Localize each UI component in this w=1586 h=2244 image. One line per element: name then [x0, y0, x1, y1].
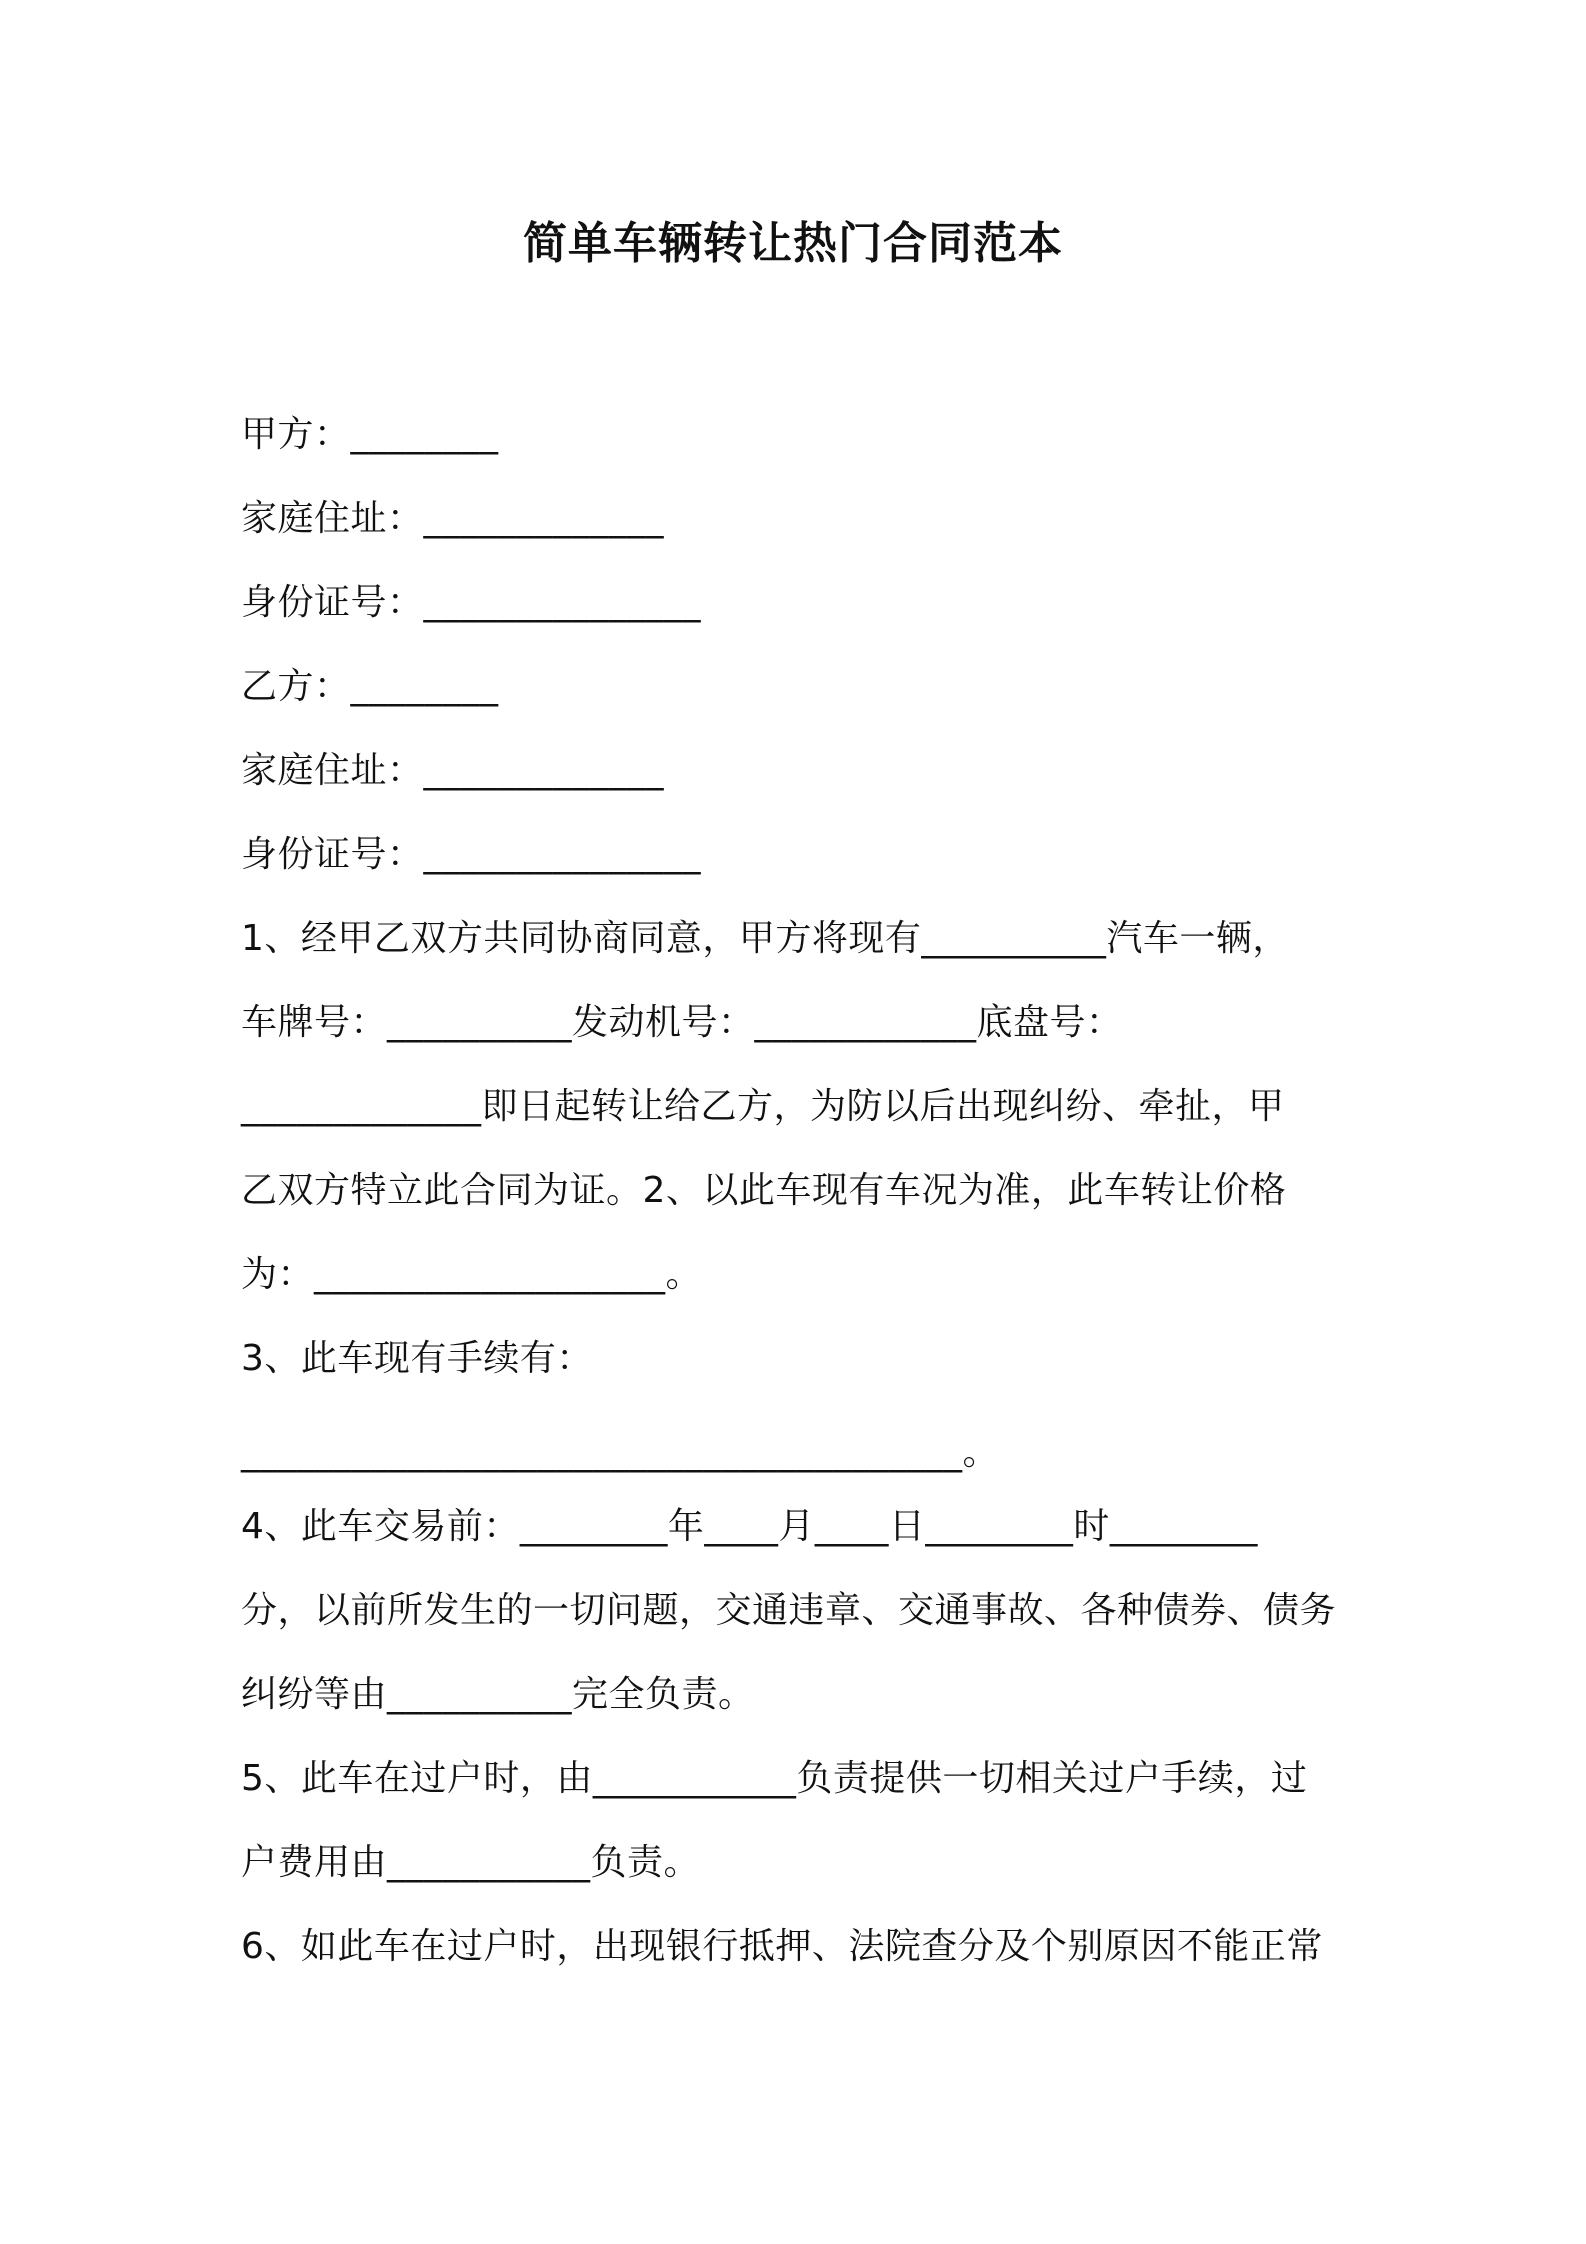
clause-3-line-2: _______________________________________。 [241, 1432, 999, 1473]
party-b-address: 家庭住址：_____________ [241, 750, 665, 791]
clause-4-line-3: 纠纷等由__________完全负责。 [241, 1674, 755, 1715]
clause-5-line-2: 户费用由___________负责。 [241, 1842, 701, 1883]
clause-2-line-2: 为：___________________。 [241, 1254, 703, 1295]
party-a-address: 家庭住址：_____________ [241, 498, 665, 539]
clause-5-line-1: 5、此车在过户时，由___________负责提供一切相关过户手续，过 [241, 1758, 1308, 1799]
clause-6-line-1: 6、如此车在过户时，出现银行抵押、法院查分及个别原因不能正常 [241, 1926, 1323, 1967]
clause-1-2-line-4: 乙双方特立此合同为证。2、以此车现有车况为准，此车转让价格 [241, 1170, 1287, 1211]
document-title: 简单车辆转让热门合同范本 [523, 218, 1063, 269]
party-b-id: 身份证号：_______________ [241, 834, 702, 875]
clause-3-line-1: 3、此车现有手续有： [241, 1338, 593, 1379]
clause-1-line-1: 1、经甲乙双方共同协商同意，甲方将现有__________汽车一辆， [241, 918, 1289, 959]
party-b-name: 乙方：________ [241, 666, 499, 707]
clause-1-line-3: _____________即日起转让给乙方，为防以后出现纠纷、牵扯，甲 [241, 1086, 1285, 1127]
party-a-id: 身份证号：_______________ [241, 582, 702, 623]
clause-4-line-2: 分，以前所发生的一切问题，交通违章、交通事故、各种债券、债务 [241, 1590, 1337, 1631]
clause-1-line-2: 车牌号：__________发动机号：____________底盘号： [241, 1002, 1123, 1043]
party-a-name: 甲方：________ [241, 414, 499, 455]
clause-4-line-1: 4、此车交易前：________年____月____日________时________ [241, 1506, 1258, 1547]
